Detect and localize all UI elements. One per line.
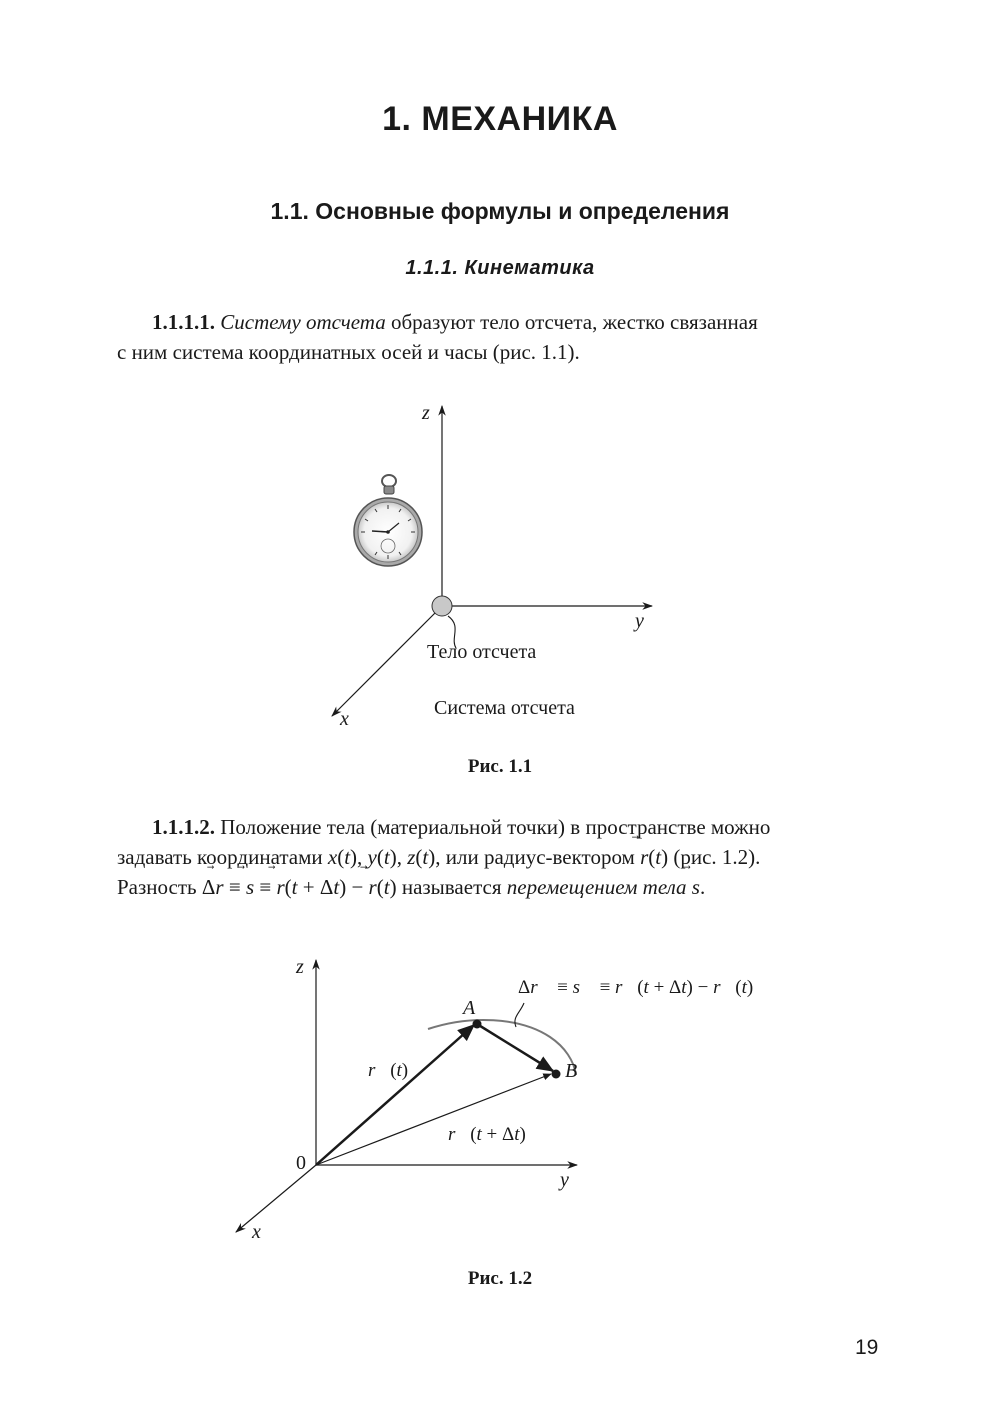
body-label: Тело отсчета bbox=[427, 641, 537, 663]
paragraph-number: 1.1.1.2. bbox=[152, 815, 215, 839]
subsection-title: 1.1.1. Кинематика bbox=[405, 257, 595, 279]
radius-vector-t-dt bbox=[316, 1074, 551, 1165]
term-reference-frame: Систему отсчета bbox=[220, 310, 386, 334]
point-b-marker bbox=[552, 1070, 561, 1079]
formula-radius-vector: r (t) bbox=[640, 845, 669, 869]
term-displacement: перемещением тела bbox=[506, 875, 687, 899]
paragraph-2: 1.1.1.2. Положение тела (материальной точки) в пространстве можно задавать координатами x(t), y(t), z(t), или радиус-вектором r (t) (рис. 1.2). Разность Δr ≡ s ≡ r (t + Δt) − r (t) называется перемещением тела s . bbox=[117, 815, 771, 899]
page-number: 19 bbox=[855, 1336, 879, 1359]
reference-body bbox=[432, 596, 452, 616]
displacement-formula-label: Δr⃗ ≡ s⃗ ≡ r⃗(t + Δt) − r⃗(t) bbox=[518, 977, 754, 998]
formula-displacement: Δr ≡ s ≡ r (t + Δt) − r (t) bbox=[201, 875, 397, 899]
section-title: 1.1. Основные формулы и определения bbox=[270, 198, 730, 224]
figure-1-1 bbox=[0, 390, 1000, 750]
point-a-marker bbox=[473, 1020, 482, 1029]
formula-coordinates: x(t), y(t), z(t) bbox=[327, 845, 436, 869]
system-label: Система отсчета bbox=[434, 697, 575, 719]
figure-1-2 bbox=[0, 945, 1000, 1245]
chapter-title: 1. МЕХАНИКА bbox=[382, 100, 618, 138]
radius-vector-t-label: r⃗(t) bbox=[368, 1060, 409, 1081]
point-a-label: A bbox=[463, 997, 476, 1019]
axis-x-label: x bbox=[252, 1221, 261, 1243]
pocket-watch-icon bbox=[354, 475, 422, 566]
paragraph-1: 1.1.1.1. Систему отсчета образуют тело отсчета, жестко связанная с ним система координатных осей и часы (рис. 1.1). bbox=[117, 310, 758, 364]
origin-label: 0 bbox=[296, 1152, 306, 1174]
axis-x-label: x bbox=[340, 708, 349, 730]
x-axis bbox=[236, 1165, 316, 1232]
paragraph-number: 1.1.1.1. bbox=[152, 310, 215, 334]
axis-y-label: y bbox=[560, 1169, 569, 1191]
axis-y-label: y bbox=[635, 610, 644, 632]
figure-1-2-caption: Рис. 1.2 bbox=[467, 1268, 533, 1289]
point-b-label: B bbox=[565, 1060, 578, 1082]
x-axis bbox=[332, 606, 442, 716]
axis-z-label: z bbox=[422, 402, 430, 424]
figure-1-1-caption: Рис. 1.1 bbox=[467, 756, 533, 777]
axis-z-label: z bbox=[296, 956, 304, 978]
radius-vector-t-dt-label: r⃗(t + Δt) bbox=[448, 1124, 526, 1145]
